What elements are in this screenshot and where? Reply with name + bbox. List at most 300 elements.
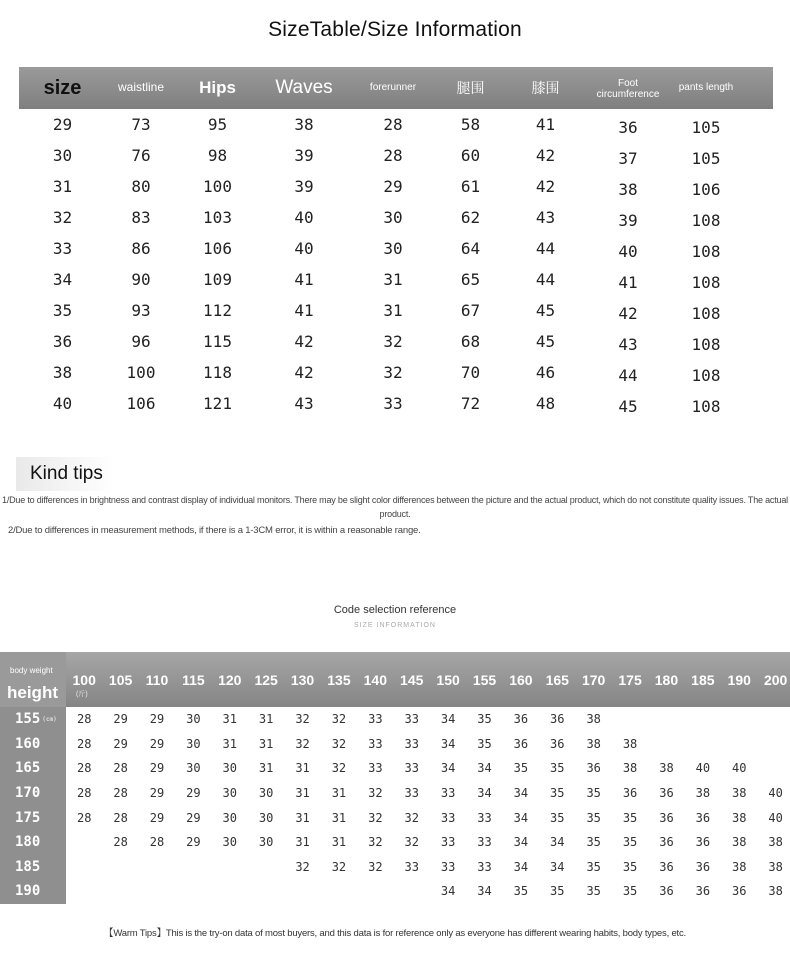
size-cell: 38 bbox=[695, 786, 711, 801]
height-row-label bbox=[0, 883, 66, 899]
size-table-cell: 44 bbox=[535, 239, 556, 258]
size-table-cell: 38 bbox=[618, 180, 638, 199]
table-row bbox=[0, 732, 790, 757]
size-cell: 34 bbox=[440, 712, 456, 727]
size-cell: 28 bbox=[113, 786, 128, 801]
weight-header-cell: 165 bbox=[545, 671, 569, 688]
weight-columns bbox=[66, 652, 790, 707]
table-row bbox=[0, 830, 790, 855]
size-cell: 29 bbox=[149, 786, 165, 801]
page-title: SizeTable/Size Information bbox=[268, 18, 522, 41]
size-cell: 28 bbox=[113, 761, 128, 776]
size-table-cell: 43 bbox=[535, 208, 556, 227]
size-cell: 31 bbox=[295, 810, 310, 825]
kind-tips-note-1: 1/Due to differences in brightness and contrast display of individual monitors. There may be slight color differences between the picture and the actual product, which do not constitute quality issues. The actual product. bbox=[2, 495, 788, 519]
table-row bbox=[0, 855, 790, 880]
size-table-cell: 72 bbox=[460, 394, 481, 413]
weight-header-cell: 120 bbox=[218, 671, 242, 688]
size-table-cell: 68 bbox=[460, 332, 481, 351]
size-cell: 36 bbox=[659, 884, 674, 899]
size-cell: 29 bbox=[149, 712, 165, 727]
height-unit: (cm) bbox=[42, 715, 57, 723]
size-cell: 29 bbox=[186, 835, 201, 850]
size-table-cell: 95 bbox=[207, 115, 228, 134]
table-row bbox=[19, 326, 773, 357]
size-table-cell: 29 bbox=[52, 115, 73, 134]
size-table-body bbox=[19, 109, 773, 419]
size-table-cell: 31 bbox=[52, 177, 73, 196]
size-table-cell: 33 bbox=[383, 394, 403, 413]
size-cell: 28 bbox=[113, 835, 128, 850]
weight-header-cell: 155 bbox=[472, 671, 497, 688]
size-table-cell: 40 bbox=[294, 239, 314, 258]
warm-tips: 【Warm Tips】This is the try-on data of most buyers, and this data is for reference only as everyone has different wearing habits, body types, etc. bbox=[104, 928, 686, 939]
size-table-cell: 118 bbox=[203, 363, 232, 382]
table-row bbox=[0, 805, 790, 830]
size-cell: 32 bbox=[404, 835, 419, 850]
size-table-cell: 36 bbox=[618, 118, 638, 137]
size-table-cell: 105 bbox=[691, 149, 721, 168]
size-table-cell: 40 bbox=[294, 208, 314, 227]
weight-header-cell: 170 bbox=[581, 671, 606, 688]
size-cell: 34 bbox=[440, 884, 456, 899]
size-cell: 35 bbox=[550, 884, 565, 899]
height-label: height bbox=[7, 683, 58, 702]
size-table-cell: 33 bbox=[52, 239, 73, 258]
size-cell: 35 bbox=[586, 835, 601, 850]
size-cell: 29 bbox=[149, 736, 165, 751]
weight-header-cell: 130 bbox=[290, 671, 315, 688]
height-value: 155 bbox=[15, 711, 41, 728]
size-cell: 38 bbox=[659, 761, 674, 776]
height-value: 190 bbox=[15, 883, 41, 900]
size-cell: 35 bbox=[586, 859, 601, 874]
size-cell: 33 bbox=[477, 859, 492, 874]
size-cell: 34 bbox=[477, 884, 492, 899]
size-cell: 30 bbox=[258, 835, 274, 850]
height-value: 160 bbox=[15, 735, 41, 752]
size-table-cell: 38 bbox=[294, 115, 314, 134]
size-table-header-cell: 腿围 bbox=[456, 79, 485, 96]
size-table-cell: 90 bbox=[131, 270, 151, 289]
size-table-cell: 60 bbox=[460, 146, 481, 165]
size-table-cell: 41 bbox=[294, 270, 314, 289]
size-cell: 31 bbox=[331, 810, 347, 825]
size-cell: 33 bbox=[440, 859, 456, 874]
size-table-cell: 48 bbox=[535, 394, 556, 413]
size-cell: 29 bbox=[149, 810, 165, 825]
size-table-cell: 108 bbox=[691, 366, 721, 385]
code-selection-subtitle: SIZE INFORMATION bbox=[354, 622, 436, 629]
height-row-label bbox=[0, 711, 66, 727]
size-cell: 35 bbox=[477, 736, 492, 751]
size-cell: 34 bbox=[513, 835, 529, 850]
size-table-header-cell: size bbox=[43, 76, 82, 99]
size-cell: 33 bbox=[368, 736, 383, 751]
size-table-cell: 32 bbox=[383, 332, 403, 351]
size-cell: 34 bbox=[550, 859, 565, 874]
size-cell: 32 bbox=[368, 859, 383, 874]
size-table-cell: 32 bbox=[383, 363, 403, 382]
size-cell: 32 bbox=[368, 835, 383, 850]
size-cell: 31 bbox=[295, 835, 310, 850]
size-table-cell: 29 bbox=[383, 177, 403, 196]
size-table-cell: 39 bbox=[618, 211, 638, 230]
size-table-cell: 76 bbox=[131, 146, 151, 165]
size-table-cell: 62 bbox=[460, 208, 481, 227]
table-row bbox=[0, 756, 790, 781]
size-cell: 40 bbox=[695, 761, 711, 776]
size-cell: 31 bbox=[295, 761, 310, 776]
size-cell: 33 bbox=[404, 761, 419, 776]
table-row bbox=[0, 707, 790, 732]
size-table-cell: 70 bbox=[460, 363, 481, 382]
size-cell: 38 bbox=[586, 712, 601, 727]
size-table-cell: 37 bbox=[618, 149, 638, 168]
size-table-header bbox=[19, 67, 773, 109]
size-cell: 36 bbox=[659, 859, 674, 874]
kind-tips-note-2: 2/Due to differences in measurement methods, if there is a 1-3CM error, it is within a reasonable range. bbox=[8, 525, 421, 536]
size-cell: 35 bbox=[586, 810, 601, 825]
size-cell: 36 bbox=[513, 712, 529, 727]
weight-header-cell: 115 bbox=[182, 671, 205, 688]
size-table-cell: 40 bbox=[618, 242, 638, 261]
size-cell: 30 bbox=[186, 736, 201, 751]
height-row-label bbox=[0, 810, 66, 826]
size-cell: 34 bbox=[440, 736, 456, 751]
size-cell: 34 bbox=[440, 761, 456, 776]
size-cell: 29 bbox=[186, 786, 201, 801]
size-table-cell: 64 bbox=[460, 239, 481, 258]
size-table-cell: 43 bbox=[294, 394, 314, 413]
size-cell: 36 bbox=[550, 736, 565, 751]
size-table-header-cell: forerunner bbox=[369, 82, 417, 94]
size-cell: 32 bbox=[331, 736, 347, 751]
code-selection-title: Code selection reference bbox=[333, 604, 457, 616]
size-cell: 36 bbox=[513, 736, 529, 751]
weight-header-cell: 150 bbox=[436, 671, 460, 688]
size-cell: 38 bbox=[732, 835, 747, 850]
size-cell: 30 bbox=[258, 786, 274, 801]
size-cell: 32 bbox=[368, 786, 383, 801]
size-cell: 36 bbox=[695, 810, 711, 825]
kind-tips-title: Kind tips bbox=[30, 463, 103, 484]
size-table-cell: 30 bbox=[383, 239, 403, 258]
size-table-cell: 108 bbox=[691, 211, 721, 230]
size-cell: 33 bbox=[404, 712, 419, 727]
weight-unit: (斤) bbox=[76, 691, 88, 698]
size-cell: 33 bbox=[440, 835, 456, 850]
height-value: 175 bbox=[15, 809, 41, 826]
size-cell: 35 bbox=[586, 786, 601, 801]
size-table-cell: 45 bbox=[618, 397, 638, 416]
size-table-header-cell: Foot circumference bbox=[596, 77, 660, 100]
size-table-cell: 45 bbox=[535, 332, 556, 351]
weight-header-cell: 160 bbox=[509, 671, 533, 688]
size-table-cell: 106 bbox=[203, 239, 232, 258]
table-row bbox=[19, 295, 773, 326]
size-cell: 32 bbox=[331, 859, 347, 874]
size-cell: 35 bbox=[622, 859, 638, 874]
size-cell: 34 bbox=[477, 786, 492, 801]
size-cell: 35 bbox=[550, 761, 565, 776]
size-cell: 32 bbox=[295, 712, 310, 727]
size-cell: 38 bbox=[732, 859, 747, 874]
size-cell: 36 bbox=[695, 884, 711, 899]
size-cell: 36 bbox=[550, 712, 565, 727]
size-table-cell: 61 bbox=[460, 177, 481, 196]
size-table-cell: 83 bbox=[131, 208, 151, 227]
size-cell: 34 bbox=[513, 786, 529, 801]
size-table-cell: 121 bbox=[203, 394, 232, 413]
size-cell: 38 bbox=[586, 736, 601, 751]
height-row-label bbox=[0, 834, 66, 850]
table-row bbox=[19, 357, 773, 388]
size-table-cell: 30 bbox=[383, 208, 403, 227]
size-cell: 28 bbox=[76, 786, 92, 801]
size-cell: 28 bbox=[76, 810, 92, 825]
size-cell: 31 bbox=[258, 761, 274, 776]
height-row-label bbox=[0, 736, 66, 752]
size-cell: 30 bbox=[222, 835, 237, 850]
size-cell: 38 bbox=[768, 859, 783, 874]
size-table-cell: 42 bbox=[535, 146, 556, 165]
size-cell: 35 bbox=[550, 810, 565, 825]
table-row bbox=[19, 140, 773, 171]
size-cell: 31 bbox=[222, 736, 237, 751]
size-cell: 40 bbox=[768, 786, 783, 801]
size-table-cell: 98 bbox=[207, 146, 228, 165]
size-cell: 31 bbox=[331, 835, 347, 850]
size-cell: 31 bbox=[258, 712, 274, 727]
height-row-label bbox=[0, 760, 66, 776]
size-cell: 34 bbox=[513, 859, 529, 874]
size-cell: 34 bbox=[550, 835, 565, 850]
table-row bbox=[19, 109, 773, 140]
size-table-header-cell: Waves bbox=[275, 77, 333, 99]
height-value: 180 bbox=[15, 834, 41, 851]
weight-header-cell: 175 bbox=[618, 671, 642, 688]
size-cell: 35 bbox=[477, 712, 492, 727]
size-table-cell: 105 bbox=[691, 118, 721, 137]
size-cell: 33 bbox=[404, 859, 419, 874]
size-cell: 35 bbox=[586, 884, 601, 899]
size-cell: 32 bbox=[368, 810, 383, 825]
size-cell: 31 bbox=[258, 736, 274, 751]
size-table-cell: 44 bbox=[535, 270, 556, 289]
size-cell: 36 bbox=[586, 761, 601, 776]
size-cell: 29 bbox=[186, 810, 201, 825]
size-cell: 31 bbox=[295, 786, 310, 801]
weight-header-cell: 100 bbox=[72, 671, 96, 688]
size-table-cell: 109 bbox=[203, 270, 232, 289]
size-table-header-cell: 膝围 bbox=[531, 79, 560, 96]
size-cell: 28 bbox=[149, 835, 165, 850]
size-cell: 31 bbox=[222, 712, 237, 727]
size-table-cell: 34 bbox=[52, 270, 73, 289]
weight-header-cell: 110 bbox=[145, 671, 169, 688]
body-weight-label: body weight bbox=[10, 666, 53, 675]
size-cell: 36 bbox=[695, 835, 711, 850]
size-table-cell: 42 bbox=[535, 177, 556, 196]
size-table-cell: 42 bbox=[294, 332, 314, 351]
size-table-cell: 45 bbox=[535, 301, 556, 320]
size-cell: 36 bbox=[732, 884, 747, 899]
size-cell: 35 bbox=[622, 810, 638, 825]
size-table-cell: 108 bbox=[691, 335, 721, 354]
table-row bbox=[19, 264, 773, 295]
size-table-cell: 41 bbox=[535, 115, 556, 134]
size-cell: 35 bbox=[622, 835, 638, 850]
size-table-cell: 96 bbox=[131, 332, 151, 351]
size-cell: 33 bbox=[404, 736, 419, 751]
size-table-cell: 28 bbox=[383, 115, 403, 134]
size-cell: 36 bbox=[695, 859, 711, 874]
weight-header-row bbox=[0, 652, 790, 707]
size-table-cell: 36 bbox=[52, 332, 73, 351]
size-cell: 29 bbox=[113, 712, 128, 727]
size-cell: 30 bbox=[186, 761, 201, 776]
size-cell: 30 bbox=[222, 761, 237, 776]
size-table-cell: 39 bbox=[294, 146, 314, 165]
size-table-cell: 31 bbox=[383, 301, 403, 320]
size-table-cell: 108 bbox=[691, 273, 721, 292]
size-cell: 32 bbox=[331, 712, 347, 727]
size-table-cell: 35 bbox=[52, 301, 73, 320]
size-cell: 30 bbox=[186, 712, 201, 727]
size-cell: 40 bbox=[732, 761, 747, 776]
size-table-cell: 100 bbox=[203, 177, 232, 196]
size-table-cell: 73 bbox=[131, 115, 151, 134]
size-table-cell: 86 bbox=[131, 239, 151, 258]
size-table-cell: 106 bbox=[126, 394, 156, 413]
size-cell: 38 bbox=[622, 736, 638, 751]
size-cell: 38 bbox=[732, 786, 747, 801]
table-row bbox=[19, 388, 773, 419]
height-row-label bbox=[0, 859, 66, 875]
size-cell: 29 bbox=[149, 761, 165, 776]
size-cell: 33 bbox=[368, 761, 383, 776]
size-cell: 28 bbox=[76, 761, 92, 776]
weight-header-cell: 140 bbox=[363, 671, 387, 688]
weight-header-cell: 145 bbox=[400, 671, 424, 688]
size-cell: 38 bbox=[768, 835, 783, 850]
size-table-cell: 65 bbox=[460, 270, 481, 289]
size-cell: 30 bbox=[222, 786, 237, 801]
size-cell: 33 bbox=[368, 712, 383, 727]
size-table-cell: 42 bbox=[618, 304, 638, 323]
table-corner-cell bbox=[0, 652, 66, 707]
size-cell: 32 bbox=[331, 761, 347, 776]
height-row-label bbox=[0, 785, 66, 801]
weight-header-cell: 200 bbox=[763, 671, 788, 688]
size-table-cell: 44 bbox=[618, 366, 638, 385]
size-cell: 35 bbox=[513, 884, 529, 899]
size-table-header-cell: Hips bbox=[199, 78, 236, 98]
size-cell: 40 bbox=[768, 810, 783, 825]
size-cell: 35 bbox=[622, 884, 638, 899]
size-table-cell: 43 bbox=[618, 335, 638, 354]
size-table-cell: 106 bbox=[691, 180, 721, 199]
table-row bbox=[0, 879, 790, 904]
size-cell: 32 bbox=[295, 736, 310, 751]
weight-header-cell: 185 bbox=[691, 671, 715, 688]
size-cell: 33 bbox=[440, 810, 456, 825]
size-cell: 30 bbox=[258, 810, 274, 825]
table-row bbox=[0, 781, 790, 806]
table-row bbox=[19, 233, 773, 264]
size-cell: 33 bbox=[440, 786, 456, 801]
size-cell: 36 bbox=[622, 786, 638, 801]
size-table-cell: 115 bbox=[203, 332, 232, 351]
size-table-header-cell: waistline bbox=[117, 80, 165, 95]
size-table-cell: 67 bbox=[460, 301, 481, 320]
size-cell: 28 bbox=[76, 712, 92, 727]
table-row bbox=[19, 171, 773, 202]
size-cell: 38 bbox=[622, 761, 638, 776]
size-cell: 32 bbox=[404, 810, 419, 825]
size-cell: 34 bbox=[477, 761, 492, 776]
size-cell: 34 bbox=[513, 810, 529, 825]
table-row bbox=[19, 202, 773, 233]
size-table-cell: 108 bbox=[691, 242, 721, 261]
size-cell: 30 bbox=[222, 810, 237, 825]
weight-header-cell: 135 bbox=[327, 671, 351, 688]
size-table-cell: 100 bbox=[126, 363, 156, 382]
size-cell: 31 bbox=[331, 786, 347, 801]
size-table-cell: 41 bbox=[294, 301, 314, 320]
size-table-cell: 108 bbox=[691, 397, 721, 416]
size-table-cell: 39 bbox=[294, 177, 314, 196]
size-table-cell: 38 bbox=[52, 363, 73, 382]
height-value: 165 bbox=[15, 760, 41, 777]
size-cell: 35 bbox=[513, 761, 529, 776]
size-table-cell: 112 bbox=[203, 301, 232, 320]
height-value: 170 bbox=[15, 785, 41, 802]
size-cell: 28 bbox=[76, 736, 92, 751]
size-cell: 38 bbox=[732, 810, 747, 825]
size-cell: 33 bbox=[477, 835, 492, 850]
size-cell: 29 bbox=[113, 736, 128, 751]
weight-header-cell: 180 bbox=[654, 671, 679, 688]
size-table-cell: 32 bbox=[52, 208, 73, 227]
size-table-cell: 31 bbox=[383, 270, 403, 289]
size-table-cell: 40 bbox=[52, 394, 73, 413]
size-cell: 33 bbox=[477, 810, 492, 825]
weight-header-cell: 125 bbox=[254, 671, 278, 688]
weight-header-cell: 105 bbox=[108, 671, 133, 688]
size-table-cell: 108 bbox=[691, 304, 721, 323]
size-table-cell: 93 bbox=[131, 301, 151, 320]
size-table-cell: 46 bbox=[535, 363, 556, 382]
size-cell: 32 bbox=[295, 859, 310, 874]
size-table-cell: 42 bbox=[294, 363, 314, 382]
size-table-header-cell: pants length bbox=[678, 82, 734, 94]
size-table-cell: 30 bbox=[52, 146, 73, 165]
height-value: 185 bbox=[15, 858, 41, 875]
size-table-cell: 28 bbox=[383, 146, 403, 165]
size-cell: 36 bbox=[659, 835, 674, 850]
size-cell: 38 bbox=[768, 884, 783, 899]
size-cell: 28 bbox=[113, 810, 128, 825]
size-cell: 35 bbox=[550, 786, 565, 801]
size-cell: 33 bbox=[404, 786, 419, 801]
size-cell: 36 bbox=[659, 786, 674, 801]
size-table-cell: 103 bbox=[203, 208, 232, 227]
size-table-cell: 41 bbox=[618, 273, 638, 292]
size-table-cell: 58 bbox=[460, 115, 481, 134]
weight-header-cell: 190 bbox=[727, 671, 751, 688]
